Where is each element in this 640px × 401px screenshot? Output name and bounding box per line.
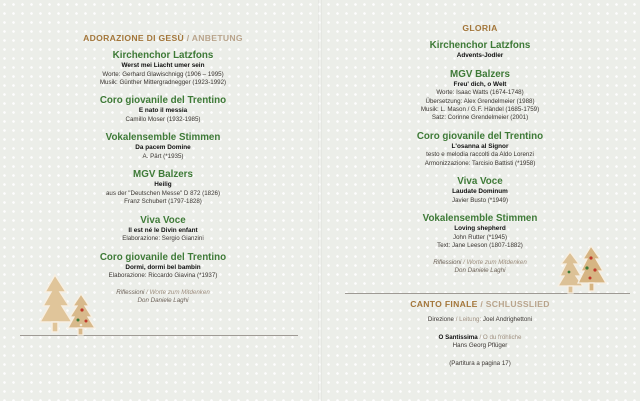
direction-line: Direzione / Leitung: Joel Andrighettoni (427, 316, 533, 324)
program-item (335, 131, 625, 168)
heading-de: ANBETUNG (191, 33, 243, 43)
section-heading-gloria: GLORIA (462, 23, 498, 33)
finale-piece: O Santissima / O du fröhliche (438, 333, 522, 341)
program-item (335, 40, 625, 61)
program-item (20, 215, 306, 244)
credit-line: Elaborazione: Riccardo Giavina (*1937) (108, 272, 218, 280)
credit-line: Elaborazione: Sergio Gianzini (122, 235, 204, 243)
piece-title: Il est né le Divin enfant (128, 226, 198, 234)
reflection-label: Riflessioni / Worte zum Mitdenken (433, 258, 527, 266)
credit-line: Worte: Gerhard Glawischnigg (1906 – 1995) (102, 70, 224, 78)
program-item (20, 132, 306, 161)
credit-line: A. Pärt (*1935) (142, 153, 184, 160)
heading-separator: / (184, 33, 192, 43)
choir-name: Coro giovanile del Trentino (99, 95, 227, 107)
piece-title: L'osanna al Signor (451, 142, 509, 150)
piece-title: Da pacem Domine (135, 144, 191, 152)
credit-line: Franz Schubert (1797-1828) (124, 198, 202, 206)
choir-name: Coro giovanile del Trentino (99, 251, 227, 263)
piece-title: Loving shepherd (454, 225, 506, 233)
program-item (20, 95, 306, 124)
choir-name: Vokalensemble Stimmen (422, 213, 538, 225)
score-note: (Partitura a pagina 17) (449, 359, 511, 367)
reflection-label: Riflessioni / Worte zum Mitdenken (116, 288, 210, 296)
credit-line: Musik: L. Mason / G.F. Händel (1685-1759) (420, 106, 540, 113)
piece-title: Laudate Dominum (452, 188, 508, 196)
choir-name: MGV Balzers (450, 68, 510, 80)
reflection-speaker: Don Daniele Laghi (137, 297, 189, 305)
credit-line: Worte: Isaac Watts (1674-1748) (436, 89, 524, 97)
reflection-speaker: Don Daniele Laghi (454, 267, 506, 275)
choir-name: Viva Voce (457, 176, 503, 188)
piece-title: Freu' dich, o Welt (453, 80, 507, 88)
credit-line: Javier Busto (*1949) (451, 196, 509, 204)
section-heading-adoration (20, 33, 306, 43)
heading-it: ADORAZIONE DI GESÙ (83, 33, 185, 43)
choir-name: Kirchenchor Latzfons (429, 40, 531, 51)
credit-line: Musik: Günther Mittergradnegger (1923-1992) (99, 79, 227, 86)
piece-title: E nato il messia (138, 107, 188, 115)
credit-line: John Rutter (*1945) (453, 233, 507, 241)
right-page (335, 0, 625, 368)
program-item (20, 169, 306, 206)
choir-name: MGV Balzers (133, 169, 193, 181)
christmas-tree-cookie-icon (556, 244, 608, 296)
program-item (335, 69, 625, 123)
piece-title: Dormi, dormi bel bambin (125, 263, 201, 271)
choir-name: Kirchenchor Latzfons (112, 50, 214, 61)
finale-composer: Hans Georg Pflüger (452, 342, 508, 350)
christmas-tree-cookie-icon (38, 272, 96, 340)
credit-line: Camillo Moser (1932-1985) (125, 116, 201, 123)
section-heading-finale: CANTO FINALE / SCHLUSSLIED (410, 299, 550, 310)
choir-name: Viva Voce (140, 214, 186, 226)
credit-line: aus der "Deutschen Messe" D 872 (1826) (105, 190, 221, 197)
left-page (20, 0, 306, 306)
choir-name: Vokalensemble Stimmen (105, 132, 221, 144)
piece-title: Advents-Jodler (456, 52, 504, 59)
credit-line: Satz: Corinne Grendelmeier (2001) (431, 114, 529, 122)
piece-title: Heilig (154, 181, 172, 189)
page-gutter (318, 0, 322, 401)
credit-line: Armonizzazione: Tarcisio Battisti (*1958) (424, 159, 536, 167)
credit-line: Text: Jane Leeson (1807-1882) (437, 242, 523, 250)
credit-line: Übersetzung: Alex Grendelmeier (1988) (425, 97, 535, 105)
program-item (20, 50, 306, 87)
credit-line: testo e melodia raccolti da Aldo Lorenzi (426, 151, 534, 159)
piece-title: Werst mei Liacht umer sein (121, 62, 205, 69)
program-item (335, 176, 625, 205)
choir-name: Coro giovanile del Trentino (416, 130, 544, 142)
